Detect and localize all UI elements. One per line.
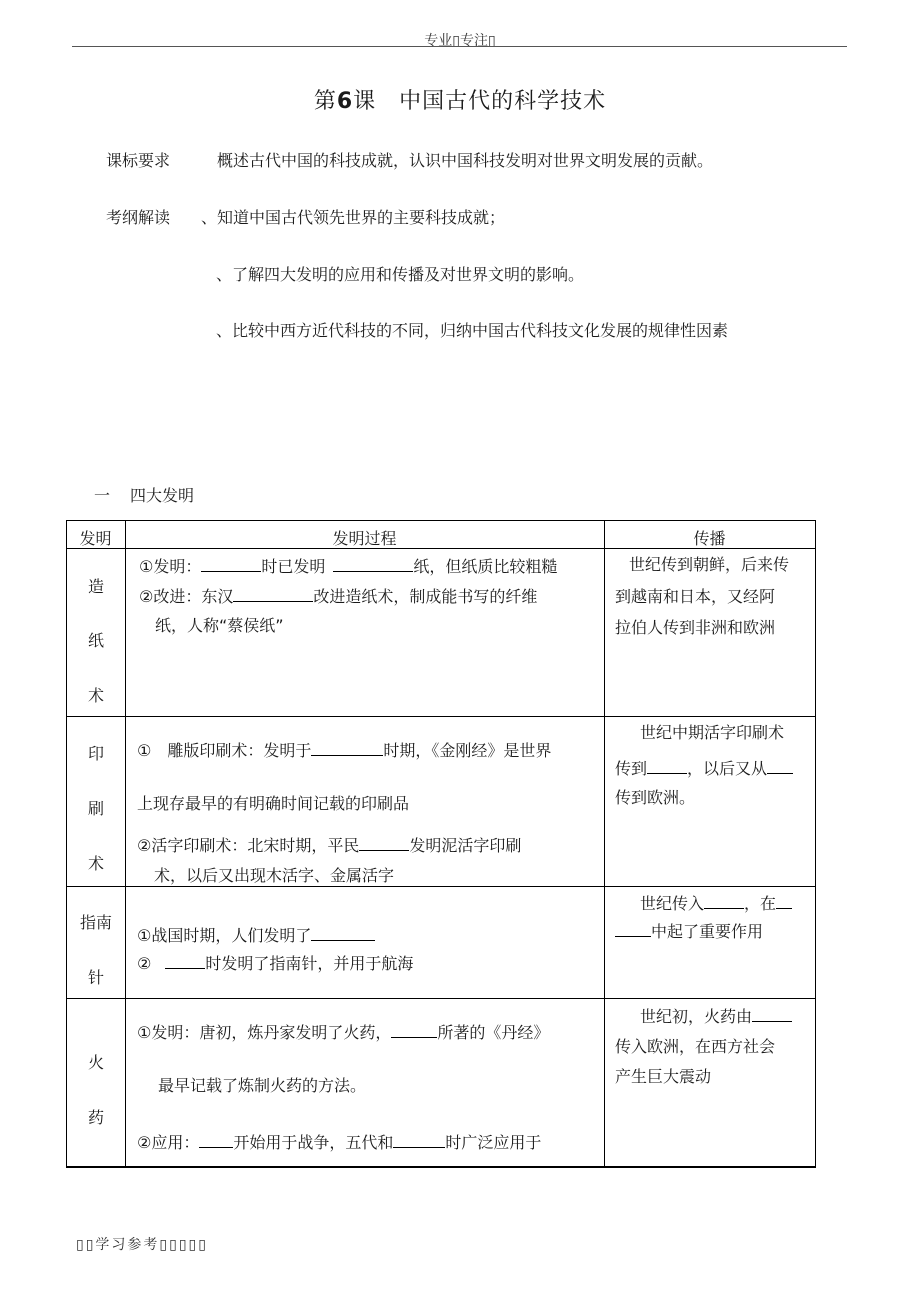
text-segment: 时已发明 (261, 557, 326, 576)
fill-blank (615, 922, 651, 937)
compass-spread-line (615, 922, 763, 940)
compass-process-line (137, 926, 375, 944)
invention-name-char: 火 (87, 1053, 104, 1072)
fill-blank (647, 759, 687, 774)
text-segment: 时广泛应用于 (445, 1133, 542, 1152)
fill-blank (165, 954, 205, 969)
printing-process-line: 术，以后又出现木活字、金属活字 (154, 866, 395, 885)
section-number: 一 (94, 486, 111, 505)
text-segment: 时期，《金刚经》是世界 (383, 741, 552, 760)
gunpowder-process-line (137, 1023, 549, 1041)
text-segment: ① 雕版印刷术：发明于 (137, 741, 312, 760)
fill-blank (359, 836, 409, 851)
invention-name-char: 指南 (79, 913, 112, 932)
papermaking-process-line (139, 557, 557, 575)
table-rule (66, 998, 816, 999)
invention-name-char: 刷 (87, 799, 104, 818)
fill-blank (201, 557, 261, 572)
text-segment: 中起了重要作用 (651, 922, 764, 941)
fill-blank (333, 557, 413, 572)
invention-name-char: 造 (87, 577, 104, 596)
text-segment: 传到 (615, 759, 648, 778)
fill-blank (311, 741, 383, 756)
outline-label: 考纲解读 (106, 208, 171, 227)
page-footer: ▯▯学习参考▯▯▯▯▯ (76, 1237, 208, 1253)
fill-blank (233, 587, 313, 602)
text-segment: ②改进：东汉 (139, 587, 234, 606)
compass-process-line (137, 954, 413, 972)
papermaking-process-line (139, 587, 537, 605)
fill-blank (767, 759, 793, 774)
printing-spread-line (615, 759, 793, 777)
invention-name-char: 术 (87, 854, 104, 873)
requirements-label: 课标要求 (106, 151, 171, 170)
table-rule (66, 548, 816, 549)
outline-item: 、比较中西方近代科技的不同，归纳中国古代科技文化发展的规律性因素 (216, 321, 729, 340)
fill-blank (776, 894, 792, 909)
text-segment: ，在 (744, 894, 777, 913)
papermaking-spread-line: 到越南和日本，又经阿 (615, 587, 776, 606)
papermaking-spread-line: 拉伯人传到非洲和欧洲 (615, 618, 776, 637)
outline-item: 、知道中国古代领先世界的主要科技成就； (201, 208, 506, 227)
compass-spread-line (640, 894, 792, 912)
gunpowder-spread-line: 产生巨大震动 (615, 1067, 712, 1086)
page-header: 专业▯专注▯ (424, 33, 496, 49)
text-segment: 世纪传入 (640, 894, 705, 913)
text-segment: 世纪初，火药由 (640, 1007, 753, 1026)
fill-blank (199, 1133, 233, 1148)
text-segment: 改进造纸术，制成能书写的纤维 (313, 587, 538, 606)
outline-item: 、了解四大发明的应用和传播及对世界文明的影响。 (216, 265, 585, 284)
title-number: 6 (336, 89, 354, 114)
text-segment: ②应用： (137, 1133, 200, 1152)
text-segment: ①发明：唐初，炼丹家发明了火药， (137, 1023, 392, 1042)
text-segment: 时发明了指南针，并用于航海 (205, 954, 414, 973)
requirements-text: 概述古代中国的科技成就，认识中国科技发明对世界文明发展的贡献。 (217, 151, 714, 170)
text-segment: ①战国时期，人们发明了 (137, 926, 312, 945)
fill-blank (704, 894, 744, 909)
table-rule (66, 886, 816, 887)
header-spread: 传播 (693, 529, 726, 548)
text-segment: 所著的《丹经》 (437, 1023, 550, 1042)
gunpowder-spread-line: 传入欧洲，在西方社会 (615, 1037, 776, 1056)
text-segment: ①发明： (139, 557, 202, 576)
text-segment: ② (137, 954, 152, 973)
title-prefix: 第 (313, 89, 337, 114)
table-rule (604, 520, 605, 1168)
invention-name-char: 术 (87, 686, 104, 705)
table-rule (125, 520, 126, 1168)
printing-process-line (137, 836, 521, 854)
text-segment: 纸，但纸质比较粗糙 (413, 557, 558, 576)
header-process: 发明过程 (332, 529, 397, 548)
gunpowder-process-line (137, 1133, 541, 1151)
text-segment: ②活字印刷术：北宋时期，平民 (137, 836, 360, 855)
printing-process-line: 上现存最早的有明确时间记载的印刷品 (137, 794, 410, 813)
fill-blank (393, 1133, 445, 1148)
table-rule (815, 520, 816, 1168)
printing-spread-line: 世纪中期活字印刷术 (640, 723, 785, 742)
section-title: 四大发明 (130, 486, 195, 505)
fill-blank (752, 1007, 792, 1022)
gunpowder-process-line: 最早记载了炼制火药的方法。 (158, 1076, 367, 1095)
invention-name-char: 药 (87, 1108, 104, 1127)
invention-name-char: 针 (87, 968, 104, 987)
header-rule (72, 46, 847, 47)
title-suffix: 课 中国古代的科学技术 (353, 89, 607, 114)
papermaking-process-line: 纸，人称“蔡侯纸” (155, 616, 284, 635)
fill-blank (311, 926, 375, 941)
invention-name-char: 印 (87, 744, 104, 763)
text-segment: 开始用于战争，五代和 (233, 1133, 394, 1152)
text-segment: 发明泥活字印刷 (409, 836, 522, 855)
printing-spread-line: 传到欧洲。 (615, 788, 696, 807)
lesson-title (0, 84, 920, 115)
invention-name-char: 纸 (87, 631, 104, 650)
fill-blank (391, 1023, 437, 1038)
table-rule (66, 716, 816, 717)
printing-process-line (137, 741, 551, 759)
table-rule (66, 520, 816, 521)
header-invention: 发明 (79, 529, 112, 548)
papermaking-spread-line: 世纪传到朝鲜，后来传 (629, 555, 790, 574)
text-segment: ，以后又从 (687, 759, 768, 778)
table-rule (66, 1166, 816, 1168)
gunpowder-spread-line (640, 1007, 792, 1025)
